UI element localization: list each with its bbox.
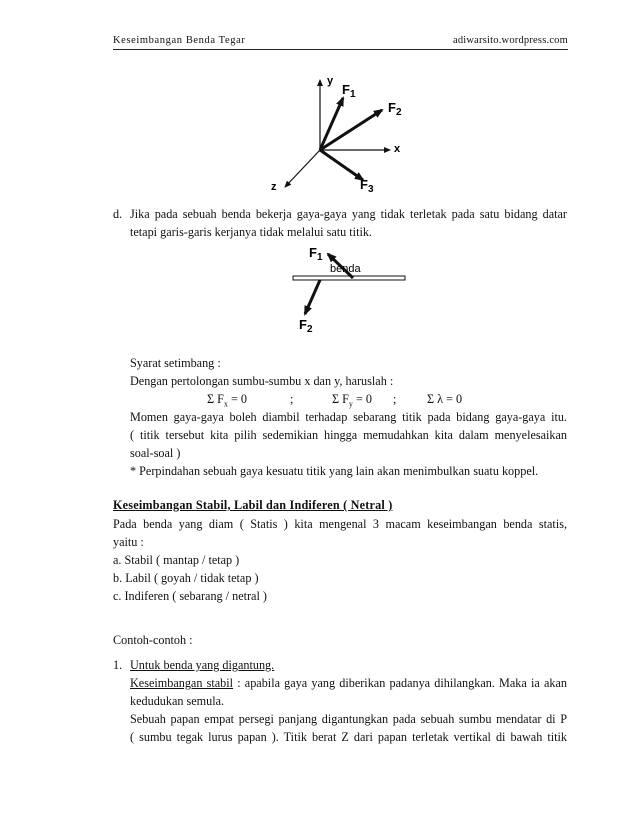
list-item-c: c. Indiferen ( sebarang / netral ): [113, 589, 267, 603]
f2-label: $F_2$: [388, 100, 402, 118]
papan-line2: ( sumbu tegak lurus papan ). Titik berat Z dari papan terletak vertikal di bawah titik: [130, 730, 567, 744]
moment-note: * Perpindahan sebuah gaya kesuatu titik yang lain akan menimbulkan suatu koppel.: [130, 464, 539, 478]
list-item-b: b. Labil ( goyah / tidak tetap ): [113, 571, 259, 585]
equation-fx: Σ $F_x = 0$: [207, 392, 247, 409]
equation-sep-2: ;: [393, 392, 397, 406]
papan-line1: Sebuah papan empat persegi panjang digantungkan pada sebuah sumbu mendatar di P: [130, 712, 567, 726]
force-axes-figure: [265, 72, 415, 197]
f3-label: $F_3$: [360, 177, 374, 195]
z-axis: [285, 150, 320, 187]
force-f2-arrow-2: [305, 280, 320, 314]
stabil-line1: [130, 674, 567, 692]
equation-sep-1: ;: [290, 392, 294, 406]
axis-x-label: x: [394, 143, 401, 155]
stabil-label: Keseimbangan stabil: [130, 676, 234, 690]
examples-title: Contoh-contoh :: [113, 633, 193, 647]
axis-y-label: y: [327, 75, 334, 87]
condition-intro: Dengan pertolongan sumbu-sumbu x dan y, haruslah :: [130, 374, 394, 388]
axis-z-label: z: [271, 181, 277, 193]
list-item-a: a. Stabil ( mantap / tetap ): [113, 553, 240, 567]
moment-line2: ( titik tersebut kita pilih sedemikian hingga memudahkan kita dalam menyelesaikan: [130, 428, 567, 442]
stabil-text: : apabila gaya yang diberikan padanya dihilangkan. Maka ia akan: [233, 676, 567, 690]
benda-board: [293, 276, 405, 280]
benda-label: benda: [330, 263, 361, 275]
stabil-line2: kedudukan semula.: [130, 694, 225, 708]
f1-label: $F_1$: [342, 82, 356, 100]
moment-line1: Momen gaya-gaya boleh diambil terhadap sebarang titik pada bidang gaya-gaya itu.: [130, 410, 567, 424]
benda-forces-figure: [285, 242, 415, 337]
figure2-f2-label: $F_2$: [299, 317, 313, 335]
section-paragraph-line2: yaitu :: [113, 535, 144, 549]
condition-title: Syarat setimbang :: [130, 356, 221, 370]
force-f3-arrow: [320, 150, 363, 180]
equation-fy: Σ $F_y = 0$: [332, 392, 372, 409]
item-d-line2: tetapi garis-garis kerjanya tidak melalui satu titik.: [130, 225, 372, 239]
figure2-f1-label: $F_1$: [309, 245, 323, 263]
example-1-marker: 1.: [113, 658, 123, 672]
example-1-title: Untuk benda yang digantung.: [130, 658, 275, 672]
header-title: Keseimbangan Benda Tegar: [113, 35, 246, 46]
section-paragraph-line1: Pada benda yang diam ( Statis ) kita mengenal 3 macam keseimbangan benda statis,: [113, 517, 567, 531]
equation-moment: Σ λ = 0: [427, 392, 463, 406]
header-website: adiwarsito.wordpress.com: [452, 35, 568, 46]
page-header: [113, 33, 568, 50]
item-d-line1: Jika pada sebuah benda bekerja gaya-gaya yang tidak terletak pada satu bidang datar: [130, 207, 567, 221]
section-heading: Keseimbangan Stabil, Labil dan Indiferen ( Netral ): [113, 498, 393, 512]
moment-line3: soal-soal ): [130, 446, 181, 460]
item-d-marker: d.: [113, 207, 123, 221]
